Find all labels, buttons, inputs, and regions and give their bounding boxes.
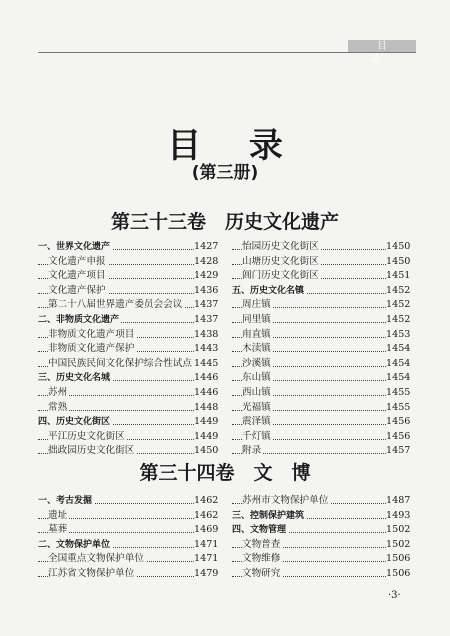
toc-entry-title: 文化遗产保护: [48, 284, 108, 299]
toc-entry[interactable]: [38, 357, 218, 372]
toc-page-number: 1457: [386, 444, 410, 459]
toc-page-number: 1446: [194, 386, 218, 401]
toc-page-number: 1453: [386, 328, 410, 343]
toc-page-number: 1452: [386, 298, 410, 313]
toc-page-number: 1462: [194, 509, 218, 524]
toc-entry[interactable]: [232, 552, 410, 567]
toc-entry[interactable]: [232, 328, 410, 343]
toc-entry-title: 千灯镇: [242, 430, 273, 445]
toc-entry[interactable]: [232, 342, 410, 357]
volume-34-right-column: [232, 494, 410, 582]
toc-section-title: 一、考古发掘: [38, 494, 94, 509]
toc-entry[interactable]: [38, 298, 218, 313]
toc-entry[interactable]: [38, 284, 218, 299]
toc-entry[interactable]: [38, 371, 218, 386]
toc-page-number: 1450: [194, 444, 218, 459]
toc-page-number: 1438: [194, 328, 218, 343]
toc-entry-title: 沙溪镇: [242, 357, 273, 372]
toc-entry-title: 遗址: [48, 509, 69, 524]
toc-entry-title: 墓葬: [48, 523, 69, 538]
toc-entry-title: 阊门历史文化街区: [242, 269, 321, 284]
toc-entry[interactable]: [38, 552, 218, 567]
toc-entry-title: 文化遗产申报: [48, 255, 108, 270]
toc-page-number: 1427: [194, 240, 218, 255]
volume-33-title: 第三十三卷 历史文化遗产: [110, 211, 339, 233]
volume-34-title: 第三十四卷 文 博: [139, 462, 311, 484]
toc-entry[interactable]: [232, 401, 410, 416]
page-title: 目 录: [167, 126, 301, 166]
toc-entry[interactable]: [38, 567, 218, 582]
toc-page-number: 1487: [386, 494, 410, 509]
toc-page-number: 1449: [194, 415, 218, 430]
toc-entry-title: 附录: [242, 444, 263, 459]
toc-entry-title: 山塘历史文化街区: [242, 255, 321, 270]
toc-entry[interactable]: [232, 444, 410, 459]
toc-entry-title: 甪直镇: [242, 328, 273, 343]
toc-page-number: 1436: [194, 284, 218, 299]
toc-page-number: 1437: [194, 313, 218, 328]
toc-entry[interactable]: [232, 269, 410, 284]
toc-section-title: 三、历史文化名城: [38, 371, 112, 386]
toc-entry-title: 木渎镇: [242, 342, 273, 357]
toc-entry[interactable]: [232, 523, 410, 538]
toc-entry-title: 怡园历史文化街区: [242, 240, 321, 255]
toc-entry[interactable]: [38, 342, 218, 357]
toc-entry[interactable]: [38, 269, 218, 284]
toc-entry-title: 平江历史文化街区: [48, 430, 127, 445]
toc-entry[interactable]: [38, 444, 218, 459]
running-header: 目 录: [370, 41, 401, 65]
toc-entry[interactable]: [232, 415, 410, 430]
toc-entry-title: 文物普查: [242, 538, 282, 553]
toc-entry-title: 东山镇: [242, 371, 273, 386]
toc-entry-title: 第二十八届世界遗产委员会会议: [48, 298, 184, 313]
toc-section-title: 四、文物管理: [232, 523, 288, 538]
toc-entry[interactable]: [38, 328, 218, 343]
toc-page-number: 1437: [194, 298, 218, 313]
page-number: ·3·: [388, 590, 401, 601]
toc-entry[interactable]: [38, 255, 218, 270]
toc-page-number: 1479: [194, 567, 218, 582]
toc-page-number: 1450: [386, 255, 410, 270]
toc-page-number: 1455: [386, 401, 410, 416]
toc-entry-title: 文物维修: [242, 552, 282, 567]
toc-page-number: 1454: [386, 357, 410, 372]
volume-34-left-column: [38, 494, 218, 582]
toc-page-number: 1493: [386, 509, 410, 524]
toc-page-number: 1471: [194, 538, 218, 553]
toc-page-number: 1445: [194, 357, 218, 372]
toc-page-number: 1428: [194, 255, 218, 270]
toc-page-number: 1462: [194, 494, 218, 509]
toc-page-number: 1446: [194, 371, 218, 386]
toc-page-number: 1502: [386, 523, 410, 538]
toc-entry[interactable]: [38, 240, 218, 255]
toc-entry-title: 非物质文化遗产项目: [48, 328, 136, 343]
toc-entry[interactable]: [232, 538, 410, 553]
toc-page-number: 1452: [386, 313, 410, 328]
toc-entry-title: 文化遗产项目: [48, 269, 108, 284]
toc-entry[interactable]: [38, 523, 218, 538]
toc-entry[interactable]: [38, 509, 218, 524]
toc-entry-title: 西山镇: [242, 386, 273, 401]
toc-page-number: 1469: [194, 523, 218, 538]
toc-entry[interactable]: [232, 371, 410, 386]
toc-entry-title: 苏州市文物保护单位: [242, 494, 330, 509]
volume-33-left-column: [38, 240, 218, 459]
toc-entry[interactable]: [232, 313, 410, 328]
toc-entry-title: 光福镇: [242, 401, 273, 416]
toc-page-number: 1454: [386, 342, 410, 357]
page-subtitle: (第三册): [191, 163, 259, 183]
toc-section-title: 一、世界文化遗产: [38, 240, 112, 255]
toc-entry[interactable]: [232, 357, 410, 372]
toc-entry[interactable]: [38, 538, 218, 553]
toc-page-number: 1456: [386, 430, 410, 445]
toc-entry[interactable]: [38, 313, 218, 328]
toc-section-title: 五、历史文化名镇: [232, 284, 306, 299]
toc-entry[interactable]: [232, 567, 410, 582]
toc-section-title: 三、控制保护建筑: [232, 509, 306, 524]
toc-entry[interactable]: [38, 401, 218, 416]
toc-page-number: 1429: [194, 269, 218, 284]
toc-entry-title: 中国民族民间文化保护综合性试点: [48, 357, 194, 372]
toc-entry[interactable]: [38, 430, 218, 445]
toc-entry[interactable]: [232, 494, 410, 509]
toc-entry-title: 全国重点文物保护单位: [48, 552, 146, 567]
toc-page-number: 1502: [386, 538, 410, 553]
toc-entry-title: 常熟: [48, 401, 69, 416]
toc-entry[interactable]: [232, 509, 410, 524]
toc-entry[interactable]: [232, 430, 410, 445]
toc-section-title: 二、文物保护单位: [38, 538, 112, 553]
toc-entry-title: 震泽镇: [242, 415, 273, 430]
toc-page-number: 1506: [386, 552, 410, 567]
header-rule: [38, 52, 416, 53]
toc-entry[interactable]: [232, 386, 410, 401]
toc-page-number: 1454: [386, 371, 410, 386]
toc-entry-title: 江苏省文物保护单位: [48, 567, 136, 582]
toc-page-number: 1450: [386, 240, 410, 255]
toc-page-number: 1456: [386, 415, 410, 430]
toc-entry[interactable]: [232, 255, 410, 270]
toc-entry-title: 周庄镇: [242, 298, 273, 313]
toc-entry-title: 文物研究: [242, 567, 282, 582]
toc-page-number: 1506: [386, 567, 410, 582]
toc-page-number: 1471: [194, 552, 218, 567]
toc-page-number: 1455: [386, 386, 410, 401]
toc-entry-title: 拙政园历史文化街区: [48, 444, 136, 459]
toc-page-number: 1452: [386, 284, 410, 299]
toc-page-number: 1448: [194, 401, 218, 416]
toc-entry[interactable]: [38, 494, 218, 509]
toc-section-title: 四、历史文化街区: [38, 415, 112, 430]
toc-entry[interactable]: [38, 386, 218, 401]
toc-entry-title: 同里镇: [242, 313, 273, 328]
toc-page-number: 1449: [194, 430, 218, 445]
toc-entry[interactable]: [232, 240, 410, 255]
toc-page-number: 1443: [194, 342, 218, 357]
toc-entry[interactable]: [232, 284, 410, 299]
toc-entry-title: 苏州: [48, 386, 69, 401]
toc-entry[interactable]: [38, 415, 218, 430]
toc-entry[interactable]: [232, 298, 410, 313]
toc-section-title: 二、非物质文化遗产: [38, 313, 121, 328]
toc-page-number: 1451: [386, 269, 410, 284]
toc-entry-title: 非物质文化遗产保护: [48, 342, 136, 357]
volume-33-right-column: [232, 240, 410, 459]
